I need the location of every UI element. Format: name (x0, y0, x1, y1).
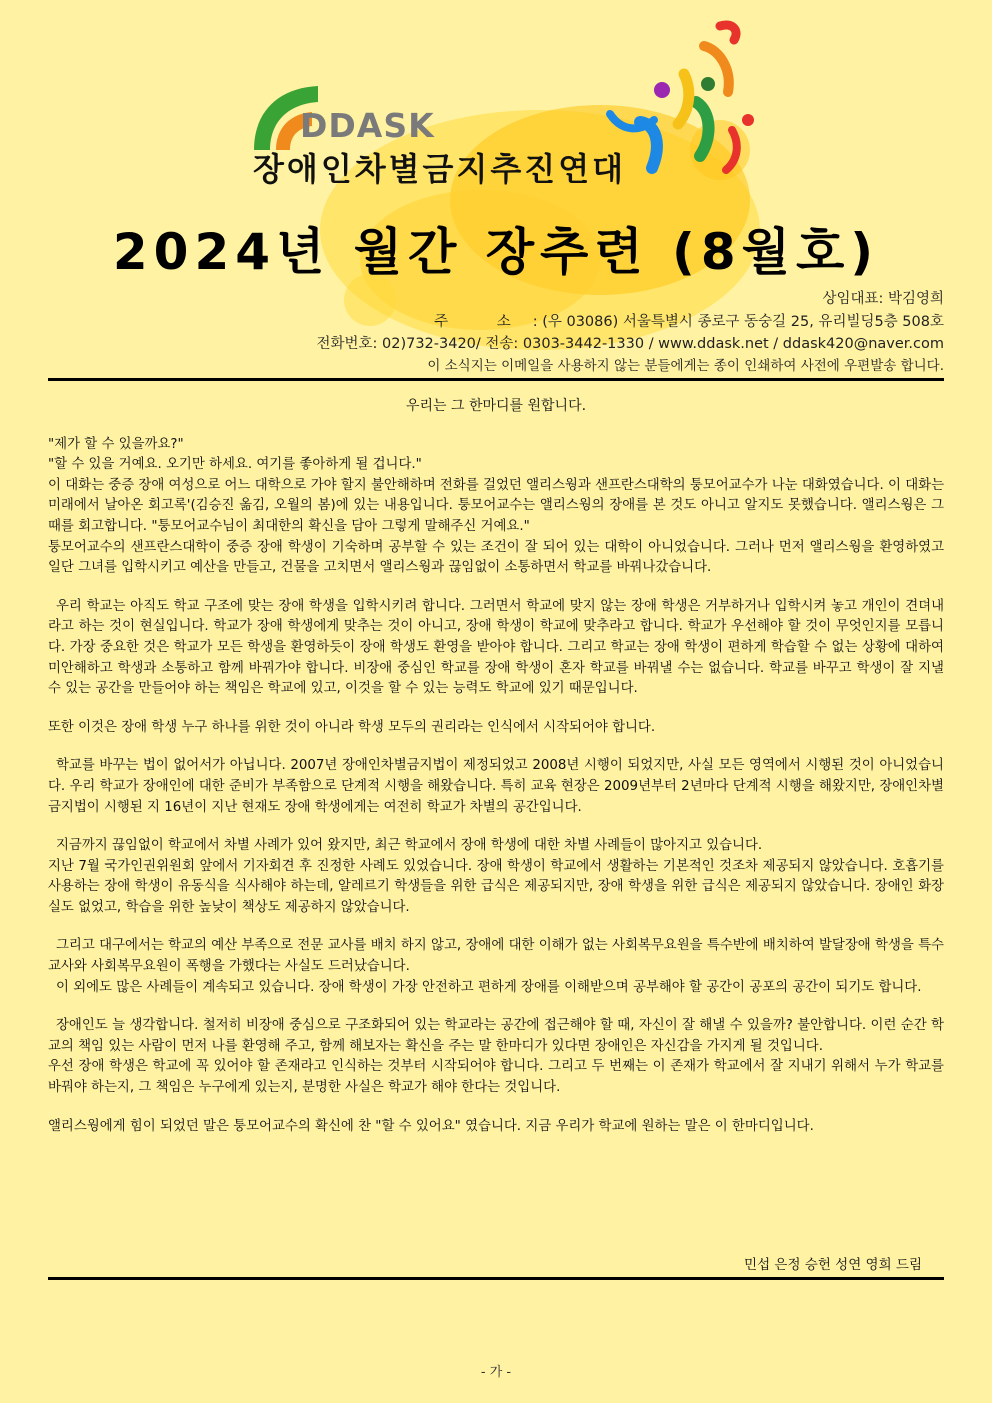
address-line (434, 310, 944, 331)
top-divider (48, 378, 944, 381)
logo-text: DDASK (300, 106, 435, 145)
paragraph: 지난 7월 국가인권위원회 앞에서 기자회견 후 진정한 사례도 있었습니다. 장애 학생이 학교에서 생활하는 기본적인 것조차 제공되지 않았습니다. 호흡기를 사용하는 장애 학생이 유동식을 식사해야 하는데, 알레르기 학생들을 위한 급식은 제공되지만, 장애 학생을 위한 급식은 제공되지 않았습니다. 장애인 화장실도 없었고, 학습을 위한 높낮이 책상도 제공하지 않았습니다. (48, 858, 944, 915)
article-subtitle: 우리는 그 한마디를 원합니다. (405, 398, 587, 414)
article-body (48, 392, 944, 1137)
paragraph: 이 대화는 중증 장애 여성으로 어느 대학으로 가야 할지 불안해하며 전화를 걸었던 앨리스웡과 샌프란스대학의 퉁모어교수가 나눈 대화였습니다. 이 대화는 미래에서 날아온 회고록'(김승진 옮김, 오월의 봄)에 있는 내용입니다. 퉁모어교수는 앨리스웡의 장애를 본 것도 아니고 알지도 못했습니다. 앨리스웡은 그때를 회고합니다. "퉁모어교수님이 최대한의 확신을 담아 그렇게 말해주신 거예요." (48, 477, 944, 534)
paragraph: 장애인도 늘 생각합니다. 철저히 비장애 중심으로 구조화되어 있는 학교라는 공간에 접근해야 할 때, 자신이 잘 해낼 수 있을까? 불안합니다. 이런 순간 학교의 책임 있는 사람이 먼저 나를 환영해 주고, 함께 해보자는 확신을 주는 말 한마디가 있다면 장애인은 자신감을 가지게 될 것입니다. (48, 1018, 944, 1054)
paragraph: "제가 할 수 있을까요?" (48, 436, 184, 452)
org-name: 장애인차별금지추진연대 (253, 150, 627, 188)
paragraph: 지금까지 끊임없이 학교에서 차별 사례가 있어 왔지만, 최근 학교에서 장애 학생에 대한 차별 사례들이 많아지고 있습니다. (56, 838, 763, 854)
paragraph: 이 외에도 많은 사례들이 계속되고 있습니다. 장애 학생이 가장 안전하고 편하게 장애를 이해받으며 공부해야 할 공간이 공포의 공간이 되기도 합니다. (56, 979, 922, 995)
header (0, 0, 992, 380)
representative: 상임대표: 박김영희 (822, 291, 944, 307)
newsletter-title: 2024년 월간 장추련 (8월호) (112, 223, 880, 281)
address-text: : (우 03086) 서울특별시 종로구 동숭길 25, 유리빌딩5층 508호 (532, 314, 944, 330)
bottom-divider (48, 1277, 944, 1280)
paragraph: 앨리스웡에게 힘이 되었던 말은 퉁모어교수의 확신에 찬 "할 수 있어요" 였습니다. 지금 우리가 학교에 원하는 말은 이 한마디입니다. (48, 1118, 814, 1134)
phone-line: 전화번호: 02)732-3420/ 전송: 0303-3442-1330 / www.ddask.net / ddask420@naver.com (316, 336, 944, 352)
paragraph: 퉁모어교수의 샌프란스대학이 중증 장애 학생이 기숙하며 공부할 수 있는 조건이 잘 되어 있는 대학이 아니었습니다. 그러나 먼저 앨리스웡을 환영하였고 일단 그녀를 입학시키고 예산을 만들고, 건물을 고치면서 앨리스웡과 끊임없이 소통하면서 학교를 바꿔나갔습니다. (48, 539, 945, 576)
figures-icon (600, 20, 760, 190)
mailing-notice: 이 소식지는 이메일을 사용하지 않는 분들에게는 종이 인쇄하여 사전에 우편발송 합니다. (427, 358, 944, 374)
paragraph: 또한 이것은 장애 학생 누구 하나를 위한 것이 아니라 학생 모두의 권리라는 인식에서 시작되어야 합니다. (48, 719, 656, 735)
paragraph: 그리고 대구에서는 학교의 예산 부족으로 전문 교사를 배치 하지 않고, 장애에 대한 이해가 없는 사회복무요원을 특수반에 배치하여 발달장애 학생을 특수교사와 사회복무요원이 폭행을 가했다는 사실도 드러났습니다. (48, 938, 944, 975)
paragraph: "할 수 있을 거예요. 오기만 하세요. 여기를 좋아하게 될 겁니다." (48, 457, 422, 473)
signature: 민섭 은정 승헌 성연 영희 드림 (744, 1257, 922, 1273)
paragraph: 우리 학교는 아직도 학교 구조에 맞는 장애 학생을 입학시키려 합니다. 그러면서 학교에 맞지 않는 장애 학생은 거부하거나 입학시켜 놓고 개인이 견뎌내라고 하는 것이 현실입니다. 학교가 장애 학생에게 맞추는 것이 아니고, 장애 학생이 학교에 맞추라고 합니다. 학교가 우선해야 할 것이 무엇인지를 모릅니다. 가장 중요한 것은 학교가 모든 학생을 환영하듯이 장애 학생도 환영을 받아야 합니다. 그리고 학교는 장애 학생이 편하게 학습할 수 없는 상황에 대하여 미안해하고 학생과 소통하고 함께 바꿔가야 합니다. 비장애 중심인 학교를 장애 학생이 혼자 학교를 바꿔낼 수는 없습니다. 학교를 바꾸고 학생이 잘 지낼 수 있는 공간을 만들어야 하는 책임은 학교에 있고, 이것을 할 수 있는 능력도 학교에 있기 때문입니다. (48, 598, 944, 697)
page-number: - 가 - (480, 1365, 512, 1380)
address-label: 주 소 (434, 314, 533, 330)
paragraph: 우선 장애 학생은 학교에 꼭 있어야 할 존재라고 인식하는 것부터 시작되어야 합니다. 그리고 두 번째는 이 존재가 학교에서 잘 지내기 위해서 누가 학교를 바꿔야 하는지, 그 책임은 누구에게 있는지, 분명한 사실은 학교가 해야 한다는 것입니다. (48, 1059, 944, 1096)
paragraph: 학교를 바꾸는 법이 없어서가 아닙니다. 2007년 장애인차별금지법이 제정되었고 2008년 시행이 되었지만, 사실 모든 영역에서 시행된 것이 아니었습니다. 우리 학교가 장애인에 대한 준비가 부족함으로 단계적 시행을 해왔습니다. 특히 교육 현장은 2009년부터 2년마다 단계적 시행을 해왔지만, 장애인차별금지법이 시행된 지 16년이 지난 현재도 장애 학생에게는 여전히 학교가 차별의 공간입니다. (48, 758, 944, 815)
